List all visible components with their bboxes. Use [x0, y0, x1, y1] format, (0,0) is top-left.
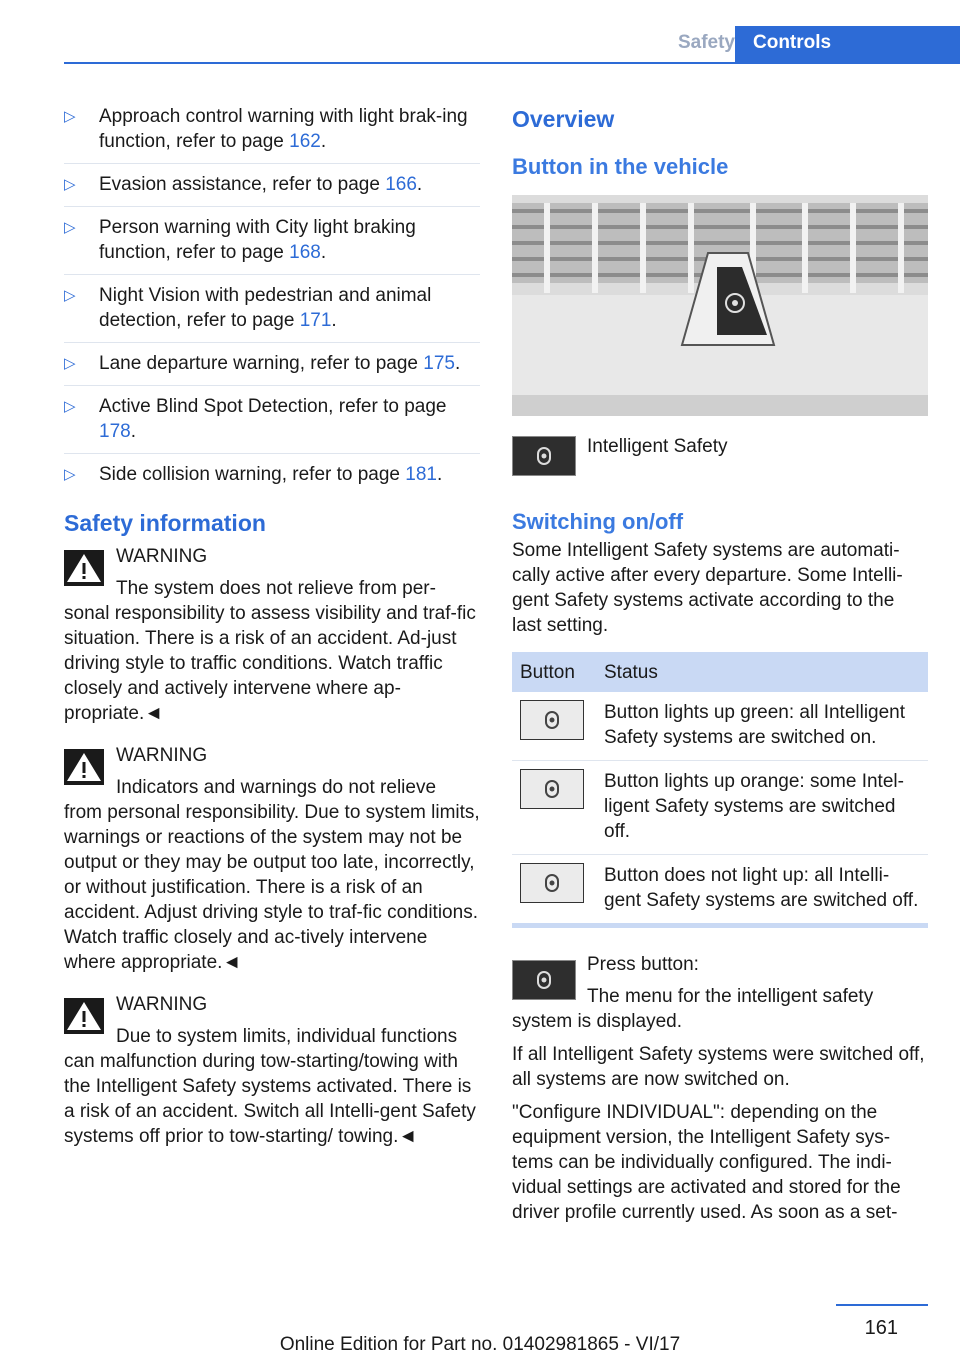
column-header-status: Status [596, 652, 928, 692]
table-cell-status: Button lights up orange: some Intel-ligent Safety systems are switched off. [596, 761, 928, 855]
table-cell-status: Button lights up green: all Intelligent Safety systems are switched on. [596, 692, 928, 761]
page-number: 161 [864, 1317, 898, 1339]
warning-title: WARNING [116, 546, 208, 567]
table-cell-status: Button does not light up: all Intelli-gent Safety systems are switched off. [604, 865, 919, 911]
switching-heading: Switching on/off [512, 509, 684, 534]
footer-rule [836, 1304, 928, 1306]
warning-title: WARNING [116, 745, 208, 766]
warning-triangle-icon [64, 998, 104, 1034]
table-row [512, 761, 928, 855]
list-item: ▷ Approach control warning with light brak-ing function, refer to page 162. [64, 104, 480, 164]
warning-text: sonal responsibility to assess visibility and traf-fic situation. There is a risk of an accident. Ad-just driving style to traffic conditions. Watch traffic closely and actively intervene where ap-propriate.◄ [64, 603, 476, 724]
configure-individual-paragraph: "Configure INDIVIDUAL": depending on the equipment version, the Intelligent Safety sys-tems can be individually configured. The indi-vidual settings are activated and stored for the driver profile currently used. As soon as a set- [512, 1102, 901, 1223]
table-row [512, 855, 928, 924]
warning-text: can malfunction during tow-starting/towing with the Intelligent Safety systems activated. There is a risk of an accident. Switch all Intelli-gent Safety systems off prior to tow-starting/ towing.◄ [64, 1051, 476, 1147]
warning-block [64, 743, 480, 975]
safety-symbol-icon [534, 446, 554, 466]
page-link[interactable]: 168 [289, 242, 321, 263]
page-link[interactable]: 171 [299, 310, 332, 331]
safety-information-heading: Safety information [64, 510, 266, 536]
triangle-bullet-icon: ▷ [64, 398, 76, 415]
warning-title: WARNING [116, 994, 208, 1015]
triangle-bullet-icon: ▷ [64, 287, 76, 304]
safety-symbol-icon [534, 970, 554, 990]
list-item: ▷ Person warning with City light braking function, refer to page 168. [64, 215, 480, 275]
press-result-text: system is displayed. [512, 1011, 683, 1032]
header-chapter-tab: Controls [735, 26, 960, 62]
safety-symbol-icon [542, 779, 562, 799]
page-header [64, 26, 960, 64]
warning-text-first-line: The system does not relieve from per- [116, 578, 436, 599]
table-cell-button [512, 855, 596, 924]
intelligent-safety-button-icon [512, 960, 576, 1000]
overview-heading: Overview [512, 106, 615, 132]
dashboard-vent-image [512, 195, 928, 416]
safety-symbol-icon [542, 873, 562, 893]
triangle-bullet-icon: ▷ [64, 219, 76, 236]
list-item: ▷ Active Blind Spot Detection, refer to page 178. [64, 394, 480, 454]
table-cell-button [512, 761, 596, 855]
reference-list [64, 104, 480, 496]
table-cell-button [512, 692, 596, 761]
list-item: ▷ Lane departure warning, refer to page 175. [64, 351, 480, 386]
intelligent-safety-button-icon [512, 436, 576, 476]
table-row [512, 692, 928, 761]
triangle-bullet-icon: ▷ [64, 108, 76, 125]
list-item: ▷ Night Vision with pedestrian and animal detection, refer to page 171. [64, 283, 480, 343]
warning-text-first-line: Due to system limits, individual functions [116, 1026, 458, 1047]
button-caption: Intelligent Safety [587, 436, 728, 457]
safety-symbol-icon [542, 710, 562, 730]
warning-triangle-icon [64, 749, 104, 785]
page-link[interactable]: 178 [99, 421, 131, 442]
table-bottom-rule [512, 923, 928, 928]
edition-footer: Online Edition for Part no. 01402981865 - VI/17 [279, 1334, 681, 1355]
switching-paragraph: Some Intelligent Safety systems are automati-cally active after every departure. Some Intelli-gent Safety systems activate according to the last setting. [512, 540, 903, 636]
list-item: ▷ Side collision warning, refer to page 181. [64, 464, 443, 485]
page-link[interactable]: 181 [405, 464, 437, 485]
press-button-block [512, 952, 928, 1034]
triangle-bullet-icon: ▷ [64, 176, 76, 193]
button-unlit-icon [520, 863, 584, 903]
right-column [512, 104, 928, 1225]
page-link[interactable]: 166 [385, 174, 417, 195]
header-section-label: Safety [677, 32, 735, 53]
column-header-button: Button [512, 652, 596, 692]
warning-triangle-icon [64, 550, 104, 586]
table-header-row [512, 652, 928, 692]
button-in-vehicle-heading: Button in the vehicle [512, 154, 729, 179]
button-legend [512, 434, 928, 494]
warning-text: from personal responsibility. Due to system limits, warnings or reactions of the system may not be output or they may be output too late, incorrectly, or without justification. There is a risk of an accident. Adjust driving style to traf-fic conditions. Watch traffic closely and ac-tively intervene where appropriate.◄ [64, 802, 480, 973]
vehicle-button-photo [512, 195, 928, 416]
left-column [64, 104, 480, 1149]
press-button-label: Press button: [587, 954, 699, 975]
button-green-icon [520, 700, 584, 740]
warning-block [64, 544, 480, 726]
page-link[interactable]: 175 [423, 353, 455, 374]
all-off-paragraph: If all Intelligent Safety systems were switched off, all systems are now switched on. [512, 1044, 925, 1090]
press-result-first-line: The menu for the intelligent safety [587, 986, 874, 1007]
page-link[interactable]: 162 [289, 131, 321, 152]
button-orange-icon [520, 769, 584, 809]
warning-text-first-line: Indicators and warnings do not relieve [116, 777, 437, 798]
warning-block [64, 992, 480, 1149]
status-table [512, 652, 928, 923]
triangle-bullet-icon: ▷ [64, 466, 76, 483]
triangle-bullet-icon: ▷ [64, 355, 76, 372]
list-item: ▷ Evasion assistance, refer to page 166. [64, 172, 480, 207]
